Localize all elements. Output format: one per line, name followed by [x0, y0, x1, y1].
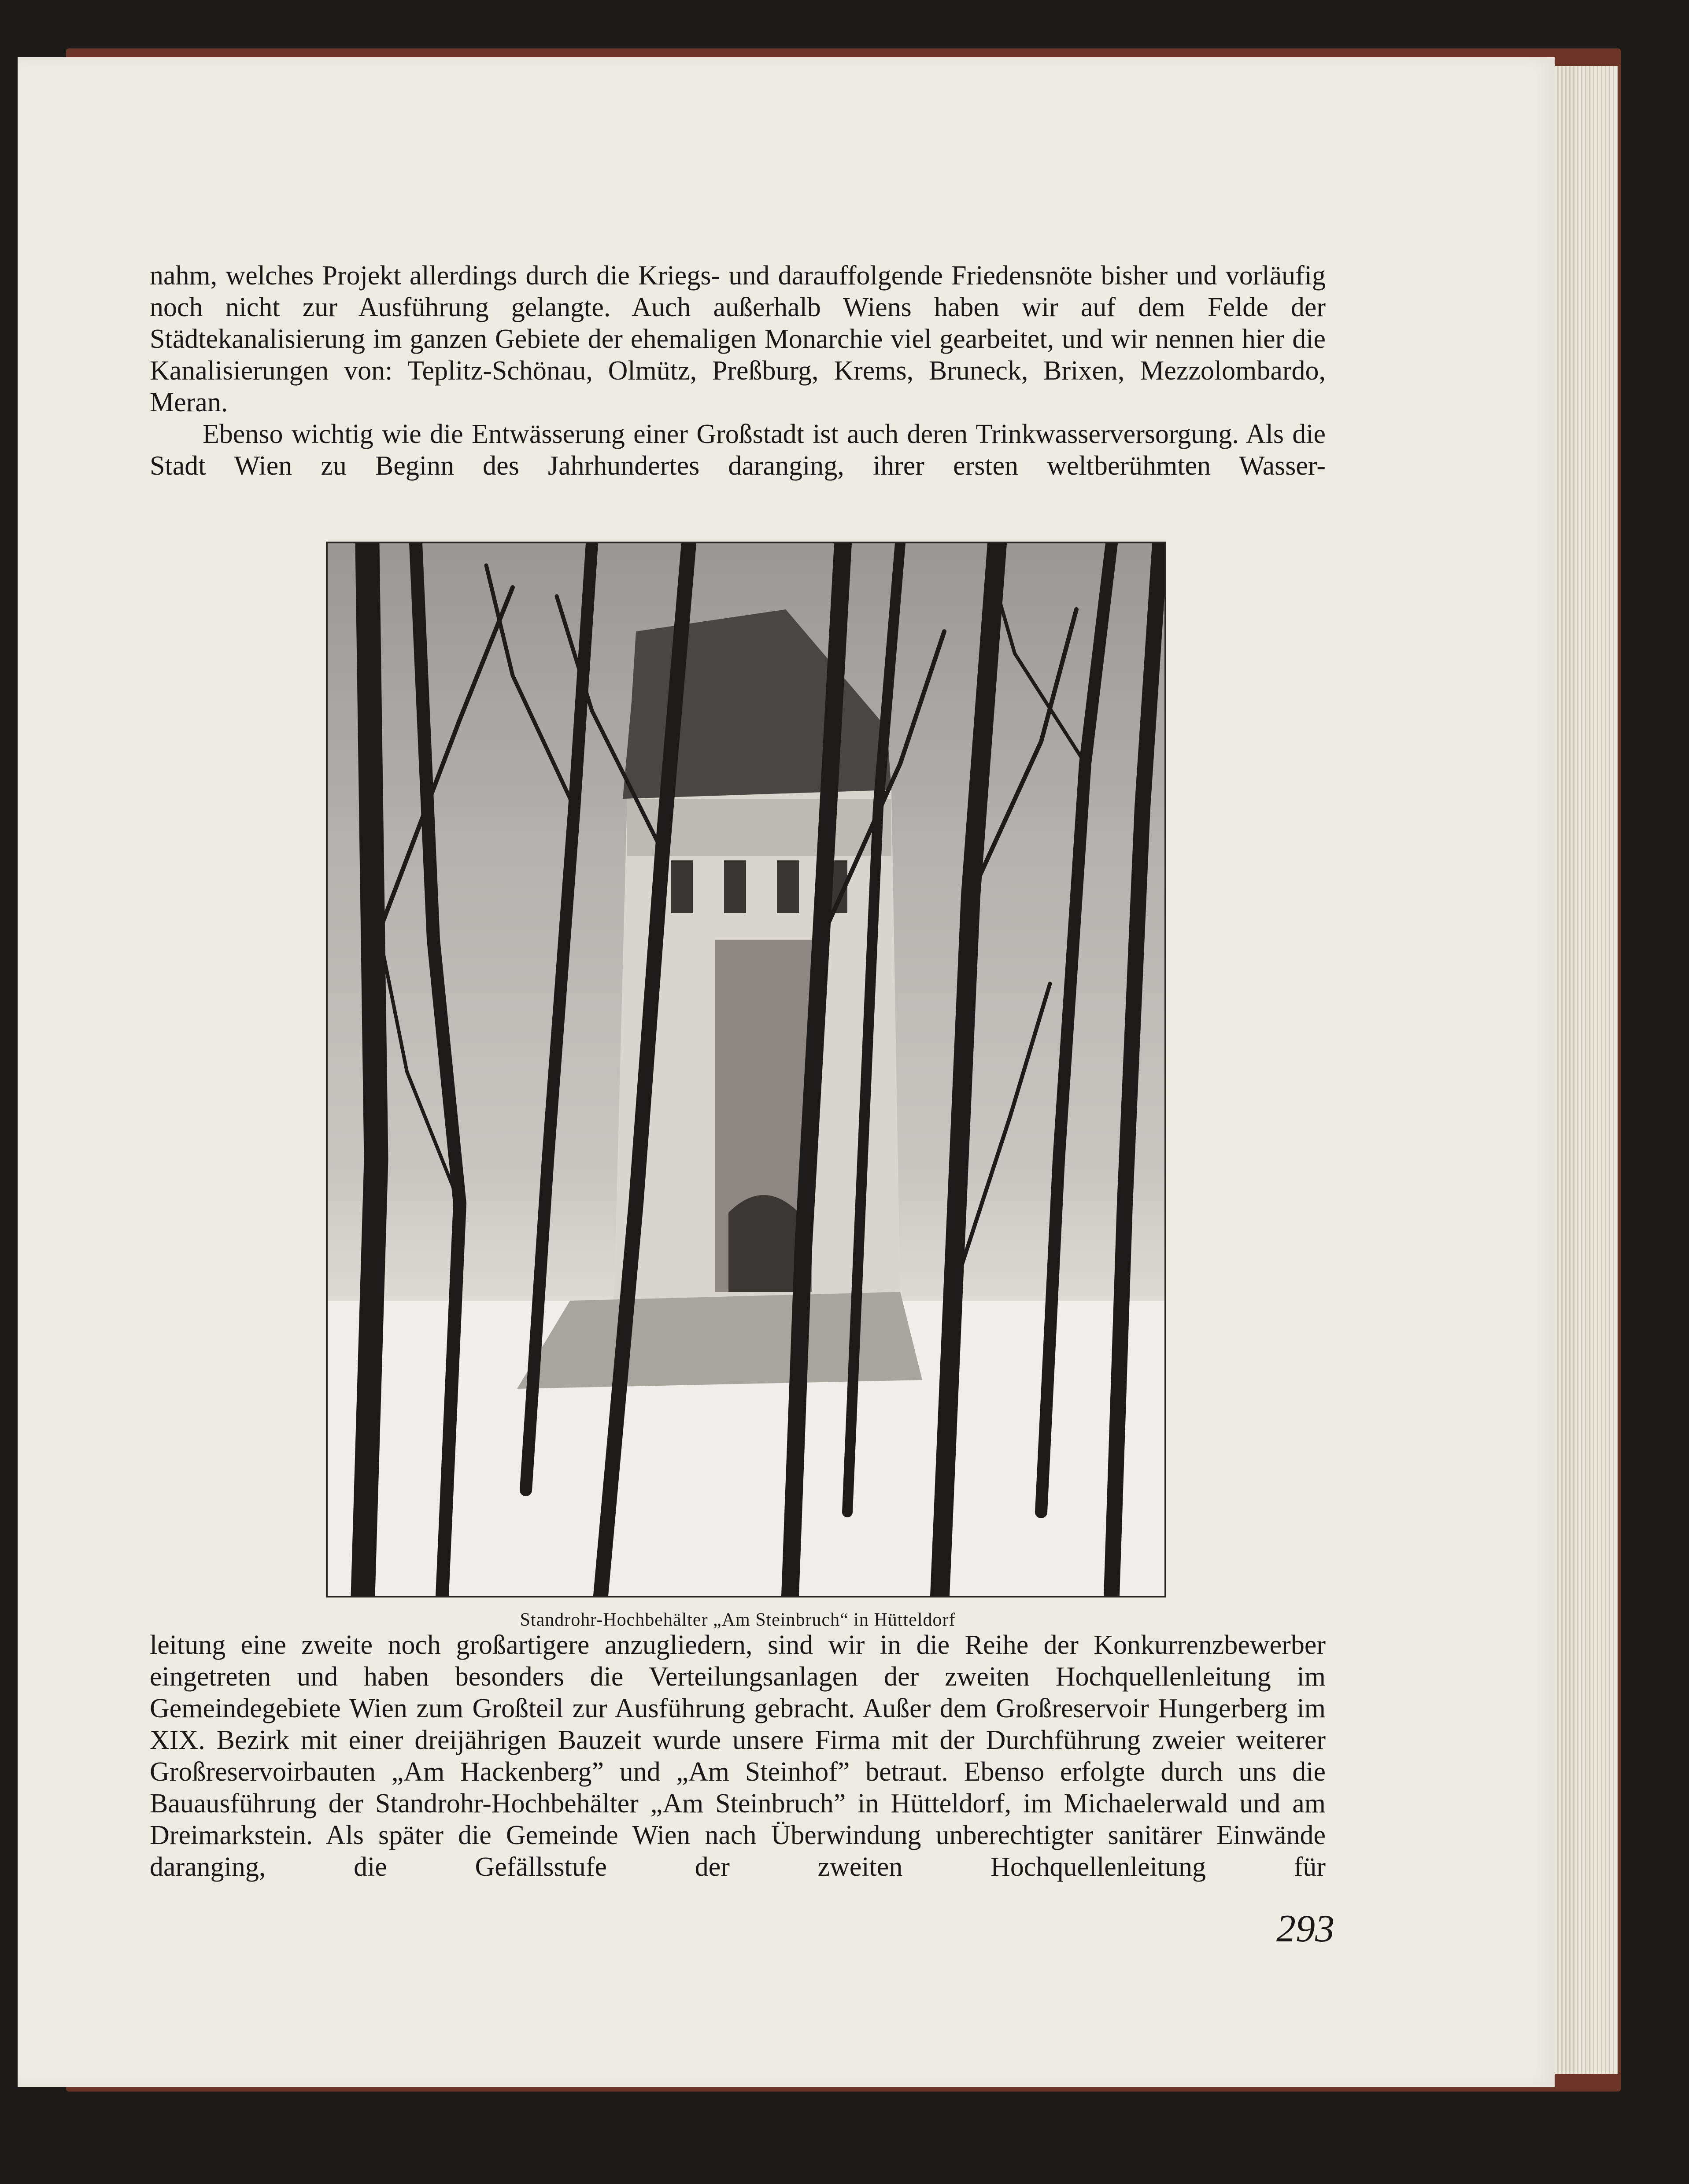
paragraph-1: nahm, welches Projekt allerdings durch die Kriegs- und darauffolgende Friedensnöte bisher und vorläufig noch nicht zur Ausführung gelangte. Auch außerhalb Wiens haben wir auf dem Felde der Städtekanalisierung im ganzen Gebiete der ehemaligen Monarchie viel gearbeitet, und wir nennen hier die Kanalisierungen von: Teplitz-Schönau, Olmütz, Preßburg, Krems, Bruneck, Brixen, Mezzolombardo, Meran.	[150, 261, 1326, 417]
paragraph-2: Ebenso wichtig wie die Entwässerung einer Großstadt ist auch deren Trinkwasserversorgung. Als die Stadt Wien zu Beginn des Jahrhundertes daranging, ihrer ersten weltberühmten Wasser-	[150, 419, 1326, 481]
book-page	[18, 57, 1555, 2087]
top-text-block	[150, 260, 1326, 482]
photo-caption: Standrohr-Hochbehälter „Am Steinbruch“ in Hütteldorf	[520, 1610, 956, 1630]
photo-water-tower	[326, 542, 1166, 1597]
paragraph-3: leitung eine zweite noch großartigere anzugliedern, sind wir in die Reihe der Konkurrenzbewerber eingetreten und haben besonders die Verteilungsanlagen der zweiten Hochquellenleitung im Gemeindegebiete Wien zum Großteil zur Ausführung gebracht. Außer dem Großreservoir Hungerberg im XIX. Bezirk mit einer dreijährigen Bauzeit wurde unsere Firma mit der Durchführung zweier weiterer Großreservoirbauten „Am Hackenberg” und „Am Steinhof” betraut. Ebenso erfolgte durch uns die Bauausführung der Standrohr-Hochbehälter „Am Steinbruch” in Hütteldorf, im Michaelerwald und am Dreimarkstein. Als später die Gemeinde Wien nach Überwindung unberechtigter sanitärer Einwände daranging, die Gefällsstufe der zweiten Hochquellenleitung für	[150, 1630, 1326, 1882]
photo-illustration	[328, 543, 1164, 1596]
page-number: 293	[1276, 1907, 1334, 1950]
bottom-text-block	[150, 1629, 1326, 1883]
